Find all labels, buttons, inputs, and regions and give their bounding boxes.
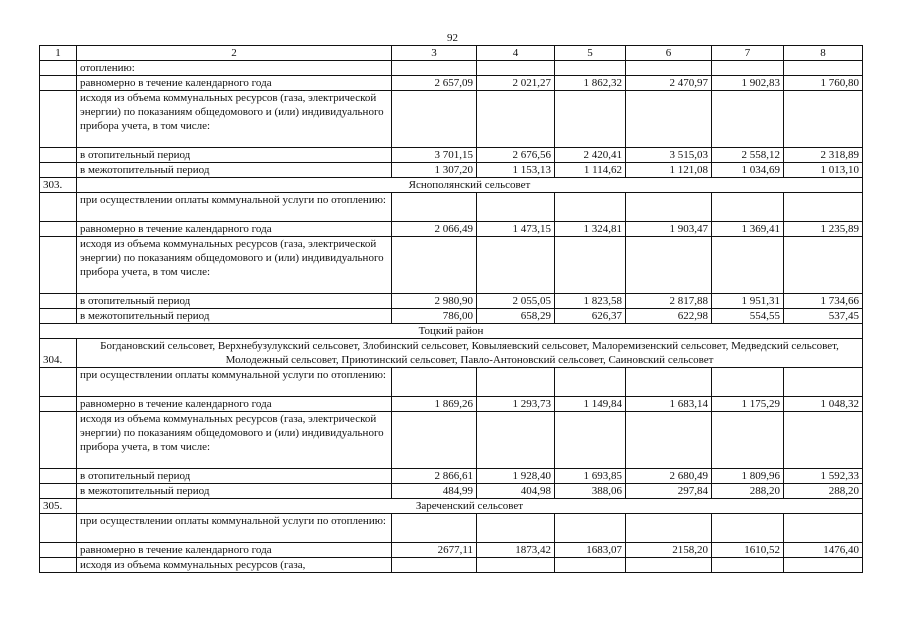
table-row	[40, 339, 863, 368]
value-cell: 3 701,15	[392, 148, 477, 163]
value-cell	[784, 368, 863, 397]
row-label: равномерно в течение календарного года	[77, 543, 392, 558]
value-cell: 1 324,81	[555, 222, 626, 237]
value-cell: 1 114,62	[555, 163, 626, 178]
value-cell	[712, 237, 784, 294]
value-cell: 1 235,89	[784, 222, 863, 237]
value-cell	[555, 514, 626, 543]
row-label: в межотопительный период	[77, 309, 392, 324]
row-label: исходя из объема коммунальных ресурсов (газа, электрической энергии) по показаниям общедомового и (или) индивидуального прибора учета, в том числе:	[77, 91, 392, 148]
column-number-7: 7	[712, 46, 784, 61]
row-index-cell	[40, 397, 77, 412]
value-cell: 2 680,49	[626, 469, 712, 484]
row-index-cell	[40, 91, 77, 148]
value-cell	[712, 91, 784, 148]
value-cell	[392, 368, 477, 397]
table-row	[40, 309, 863, 324]
row-index-cell	[40, 514, 77, 543]
district-title: Тоцкий район	[40, 324, 863, 339]
value-cell	[784, 237, 863, 294]
value-cell: 484,99	[392, 484, 477, 499]
value-cell	[392, 514, 477, 543]
value-cell: 2 318,89	[784, 148, 863, 163]
value-cell: 1 823,58	[555, 294, 626, 309]
value-cell: 1 307,20	[392, 163, 477, 178]
table-body	[40, 61, 863, 573]
value-cell: 1 013,10	[784, 163, 863, 178]
section-title: Богдановский сельсовет, Верхнебузулукский сельсовет, Злобинский сельсовет, Ковыляевский сельсовет, Малоремизенский сельсовет, Медведский сельсовет, Молодежный сельсовет, Приютинский сельсовет, Павло-Антоновский сельсовет, Саиновский сельсовет	[77, 339, 863, 368]
value-cell: 1 928,40	[477, 469, 555, 484]
value-cell: 2 676,56	[477, 148, 555, 163]
value-cell: 1 869,26	[392, 397, 477, 412]
section-index: 305.	[40, 499, 77, 514]
value-cell	[626, 412, 712, 469]
row-index-cell	[40, 222, 77, 237]
value-cell: 388,06	[555, 484, 626, 499]
value-cell	[626, 558, 712, 573]
value-cell	[477, 412, 555, 469]
value-cell: 404,98	[477, 484, 555, 499]
value-cell	[712, 412, 784, 469]
table-row	[40, 163, 863, 178]
row-label: исходя из объема коммунальных ресурсов (газа,	[77, 558, 392, 573]
value-cell: 1 862,32	[555, 76, 626, 91]
value-cell	[477, 368, 555, 397]
value-cell	[784, 61, 863, 76]
table-row	[40, 469, 863, 484]
value-cell: 1 149,84	[555, 397, 626, 412]
row-index-cell	[40, 76, 77, 91]
value-cell: 1 903,47	[626, 222, 712, 237]
value-cell	[477, 558, 555, 573]
table-row	[40, 514, 863, 543]
value-cell: 2 470,97	[626, 76, 712, 91]
value-cell	[712, 514, 784, 543]
value-cell	[555, 61, 626, 76]
row-label: в межотопительный период	[77, 163, 392, 178]
value-cell: 2 558,12	[712, 148, 784, 163]
value-cell	[555, 193, 626, 222]
value-cell: 1 809,96	[712, 469, 784, 484]
value-cell	[626, 237, 712, 294]
value-cell: 622,98	[626, 309, 712, 324]
section-title: Яснополянский сельсовет	[77, 178, 863, 193]
value-cell	[784, 558, 863, 573]
table-row	[40, 193, 863, 222]
value-cell	[392, 558, 477, 573]
value-cell	[712, 193, 784, 222]
value-cell	[555, 368, 626, 397]
value-cell: 288,20	[712, 484, 784, 499]
value-cell: 2 420,41	[555, 148, 626, 163]
value-cell: 1 175,29	[712, 397, 784, 412]
value-cell	[712, 368, 784, 397]
value-cell	[477, 91, 555, 148]
page-number: 92	[447, 32, 458, 44]
value-cell	[392, 237, 477, 294]
value-cell	[392, 61, 477, 76]
value-cell	[477, 61, 555, 76]
table-row	[40, 294, 863, 309]
column-number-6: 6	[626, 46, 712, 61]
value-cell: 1 293,73	[477, 397, 555, 412]
value-cell	[784, 91, 863, 148]
value-cell: 2 817,88	[626, 294, 712, 309]
value-cell: 3 515,03	[626, 148, 712, 163]
value-cell: 2 657,09	[392, 76, 477, 91]
value-cell: 2677,11	[392, 543, 477, 558]
row-label: при осуществлении оплаты коммунальной услуги по отоплению:	[77, 514, 392, 543]
value-cell: 1476,40	[784, 543, 863, 558]
value-cell	[392, 91, 477, 148]
value-cell	[784, 193, 863, 222]
value-cell: 2158,20	[626, 543, 712, 558]
section-index: 304.	[40, 339, 77, 368]
row-label: исходя из объема коммунальных ресурсов (газа, электрической энергии) по показаниям общедомового и (или) индивидуального прибора учета, в том числе:	[77, 412, 392, 469]
value-cell: 1 153,13	[477, 163, 555, 178]
value-cell	[626, 368, 712, 397]
value-cell: 1 034,69	[712, 163, 784, 178]
value-cell: 1 048,32	[784, 397, 863, 412]
value-cell	[477, 193, 555, 222]
value-cell: 1 473,15	[477, 222, 555, 237]
row-index-cell	[40, 543, 77, 558]
value-cell: 1 951,31	[712, 294, 784, 309]
value-cell	[712, 61, 784, 76]
value-cell: 2 066,49	[392, 222, 477, 237]
row-label: в отопительный период	[77, 469, 392, 484]
section-title: Зареченский сельсовет	[77, 499, 863, 514]
value-cell: 1 683,14	[626, 397, 712, 412]
value-cell: 1 902,83	[712, 76, 784, 91]
row-label: равномерно в течение календарного года	[77, 222, 392, 237]
table-row	[40, 368, 863, 397]
column-number-header-row	[40, 46, 863, 61]
value-cell	[626, 61, 712, 76]
column-number-4: 4	[477, 46, 555, 61]
row-index-cell	[40, 148, 77, 163]
row-label: исходя из объема коммунальных ресурсов (газа, электрической энергии) по показаниям общедомового и (или) индивидуального прибора учета, в том числе:	[77, 237, 392, 294]
row-index-cell	[40, 237, 77, 294]
row-label: в межотопительный период	[77, 484, 392, 499]
table-row	[40, 324, 863, 339]
value-cell: 2 055,05	[477, 294, 555, 309]
value-cell: 2 021,27	[477, 76, 555, 91]
row-label: равномерно в течение календарного года	[77, 397, 392, 412]
row-index-cell	[40, 294, 77, 309]
column-number-3: 3	[392, 46, 477, 61]
value-cell: 786,00	[392, 309, 477, 324]
table-row	[40, 543, 863, 558]
value-cell	[477, 237, 555, 294]
value-cell	[784, 514, 863, 543]
row-label: отоплению:	[77, 61, 392, 76]
table-row	[40, 76, 863, 91]
row-label: при осуществлении оплаты коммунальной услуги по отоплению:	[77, 368, 392, 397]
table-row	[40, 178, 863, 193]
value-cell	[555, 558, 626, 573]
value-cell	[477, 514, 555, 543]
row-label: в отопительный период	[77, 148, 392, 163]
table-row	[40, 558, 863, 573]
row-index-cell	[40, 412, 77, 469]
value-cell	[555, 412, 626, 469]
value-cell	[392, 412, 477, 469]
value-cell: 554,55	[712, 309, 784, 324]
value-cell: 1610,52	[712, 543, 784, 558]
value-cell: 537,45	[784, 309, 863, 324]
column-number-5: 5	[555, 46, 626, 61]
value-cell	[626, 514, 712, 543]
row-index-cell	[40, 163, 77, 178]
value-cell	[626, 91, 712, 148]
value-cell	[784, 412, 863, 469]
value-cell: 2 980,90	[392, 294, 477, 309]
value-cell	[392, 193, 477, 222]
value-cell: 1873,42	[477, 543, 555, 558]
table-row	[40, 237, 863, 294]
value-cell: 1683,07	[555, 543, 626, 558]
column-number-1: 1	[40, 46, 77, 61]
row-index-cell	[40, 193, 77, 222]
row-index-cell	[40, 469, 77, 484]
table-row	[40, 397, 863, 412]
table-row	[40, 61, 863, 76]
value-cell: 1 592,33	[784, 469, 863, 484]
table-row	[40, 91, 863, 148]
table-row	[40, 499, 863, 514]
row-label: при осуществлении оплаты коммунальной услуги по отоплению:	[77, 193, 392, 222]
value-cell: 288,20	[784, 484, 863, 499]
table-row	[40, 412, 863, 469]
row-index-cell	[40, 558, 77, 573]
value-cell: 1 121,08	[626, 163, 712, 178]
table-row	[40, 484, 863, 499]
value-cell	[712, 558, 784, 573]
table-row	[40, 222, 863, 237]
value-cell	[555, 237, 626, 294]
table-row	[40, 148, 863, 163]
value-cell: 658,29	[477, 309, 555, 324]
row-index-cell	[40, 61, 77, 76]
column-number-8: 8	[784, 46, 863, 61]
value-cell: 2 866,61	[392, 469, 477, 484]
value-cell: 297,84	[626, 484, 712, 499]
row-label: в отопительный период	[77, 294, 392, 309]
row-index-cell	[40, 309, 77, 324]
column-number-2: 2	[77, 46, 392, 61]
row-index-cell	[40, 368, 77, 397]
row-index-cell	[40, 484, 77, 499]
value-cell	[555, 91, 626, 148]
section-index: 303.	[40, 178, 77, 193]
row-label: равномерно в течение календарного года	[77, 76, 392, 91]
value-cell: 1 369,41	[712, 222, 784, 237]
value-cell: 1 760,80	[784, 76, 863, 91]
value-cell: 626,37	[555, 309, 626, 324]
tariff-table	[39, 45, 863, 573]
value-cell: 1 734,66	[784, 294, 863, 309]
value-cell	[626, 193, 712, 222]
value-cell: 1 693,85	[555, 469, 626, 484]
